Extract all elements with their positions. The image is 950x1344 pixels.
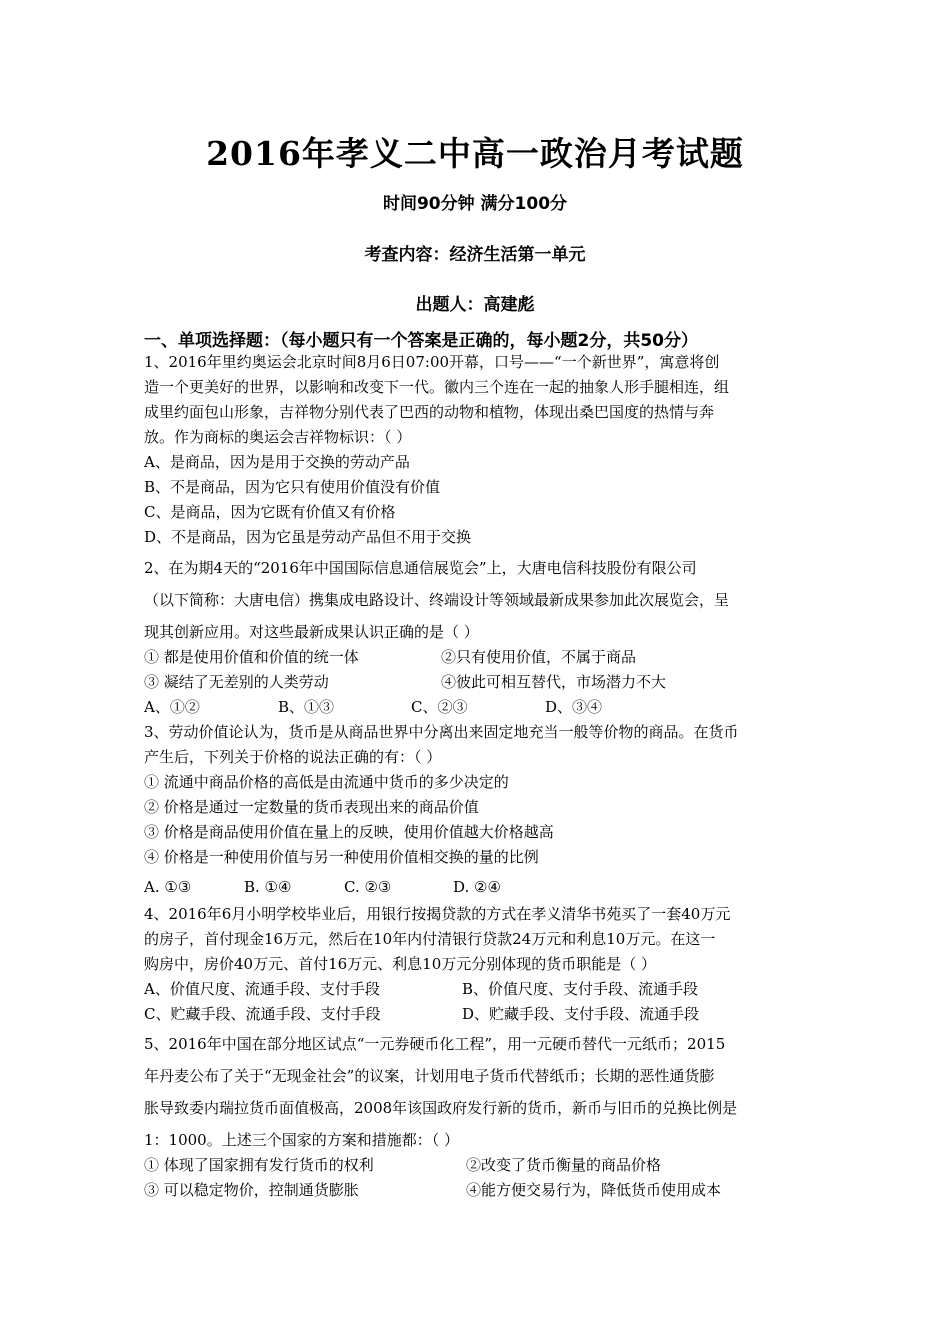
question-2-text: （以下简称：大唐电信）携集成电路设计、终端设计等领域最新成果参加此次展览会，呈: [144, 591, 730, 609]
question-3-option-a: A. ①③: [144, 878, 192, 896]
content-scope-line: 考查内容：经济生活第一单元: [364, 245, 586, 265]
question-1-text: 造一个更美好的世界，以影响和改变下一代。徽内三个连在一起的抽象人形手腿相连，组: [144, 378, 730, 396]
question-1-text: 1、2016年里约奥运会北京时间8月6日07:00开幕，口号——“一个新世界”，寓意将创: [144, 353, 720, 371]
question-5-statement-2: ②改变了货币衡量的商品价格: [466, 1156, 662, 1174]
question-5-statement-3: ③ 可以稳定物价，控制通货膨胀: [144, 1181, 359, 1199]
question-3-statement-3: ③ 价格是商品使用价值在量上的反映，使用价值越大价格越高: [144, 823, 554, 841]
question-3-statement-4: ④ 价格是一种使用价值与另一种使用价值相交换的量的比例: [144, 848, 539, 866]
question-5-text: 1：1000。上述三个国家的方案和措施都：（ ）: [144, 1131, 459, 1149]
question-2-statement-2: ②只有使用价值，不属于商品: [441, 648, 637, 666]
question-2-statement-1: ① 都是使用价值和价值的统一体: [144, 648, 359, 666]
question-4-option-c: C、贮藏手段、流通手段、支付手段: [144, 1005, 381, 1023]
question-1-text: 放。作为商标的奥运会吉祥物标识：（ ）: [144, 428, 412, 446]
question-5-statement-1: ① 体现了国家拥有发行货币的权利: [144, 1156, 374, 1174]
question-2-text: 现其创新应用。对这些最新成果认识正确的是（ ）: [144, 623, 479, 641]
exam-title: 2016年孝义二中高一政治月考试题: [206, 134, 744, 173]
question-4-option-b: B、价值尺度、支付手段、流通手段: [462, 980, 699, 998]
question-1-option-a: A、是商品，因为是用于交换的劳动产品: [144, 453, 410, 471]
section-heading: 一、单项选择题：（每小题只有一个答案是正确的，每小题2分，共50分）: [144, 331, 698, 351]
question-1-option-b: B、不是商品，因为它只有使用价值没有价值: [144, 478, 441, 496]
question-5-text: 年丹麦公布了关于“无现金社会”的议案，计划用电子货币代替纸币；长期的恶性通货膨: [144, 1067, 715, 1085]
question-3-option-b: B. ①④: [244, 878, 292, 896]
question-1-text: 成里约面包山形象，吉祥物分别代表了巴西的动物和植物，体现出桑巴国度的热情与奔: [144, 403, 715, 421]
question-4-text: 的房子，首付现金16万元，然后在10年内付清银行贷款24万元和利息10万元。在这一: [144, 930, 716, 948]
question-2-text: 2、在为期4天的“2016年中国国际信息通信展览会”上，大唐电信科技股份有限公司: [144, 559, 697, 577]
question-4-text: 4、2016年6月小明学校毕业后，用银行按揭贷款的方式在孝义清华书苑买了一套40万元: [144, 905, 731, 923]
question-3-option-d: D. ②④: [453, 878, 501, 896]
question-2-option-b: B、①③: [278, 698, 335, 716]
question-4-option-a: A、价值尺度、流通手段、支付手段: [144, 980, 380, 998]
question-4-option-d: D、贮藏手段、支付手段、流通手段: [462, 1005, 700, 1023]
question-1-option-d: D、不是商品，因为它虽是劳动产品但不用于交换: [144, 528, 472, 546]
question-4-text: 购房中，房价40万元、首付16万元、利息10万元分别体现的货币职能是（ ）: [144, 955, 657, 973]
question-3-text: 产生后，下列关于价格的说法正确的有：（ ）: [144, 748, 442, 766]
question-2-option-d: D、③④: [545, 698, 603, 716]
question-2-statement-4: ④彼此可相互替代，市场潜力不大: [441, 673, 667, 691]
question-3-statement-1: ① 流通中商品价格的高低是由流通中货币的多少决定的: [144, 773, 509, 791]
author-line: 出题人：高建彪: [415, 295, 535, 315]
question-3-option-c: C. ②③: [344, 878, 392, 896]
question-2-statement-3: ③ 凝结了无差别的人类劳动: [144, 673, 329, 691]
time-score-line: 时间90分钟 满分100分: [382, 194, 568, 214]
question-2-option-c: C、②③: [411, 698, 468, 716]
question-1-option-c: C、是商品，因为它既有价值又有价格: [144, 503, 396, 521]
question-5-text: 胀导致委内瑞拉货币面值极高，2008年该国政府发行新的货币，新币与旧币的兑换比例是: [144, 1099, 738, 1117]
question-5-statement-4: ④能方便交易行为，降低货币使用成本: [466, 1181, 722, 1199]
question-3-text: 3、劳动价值论认为，货币是从商品世界中分离出来固定地充当一般等价物的商品。在货币: [144, 723, 739, 741]
question-2-option-a: A、①②: [144, 698, 200, 716]
question-3-statement-2: ② 价格是通过一定数量的货币表现出来的商品价值: [144, 798, 479, 816]
question-5-text: 5、2016年中国在部分地区试点“一元券硬币化工程”，用一元硬币替代一元纸币；2015: [144, 1035, 726, 1053]
